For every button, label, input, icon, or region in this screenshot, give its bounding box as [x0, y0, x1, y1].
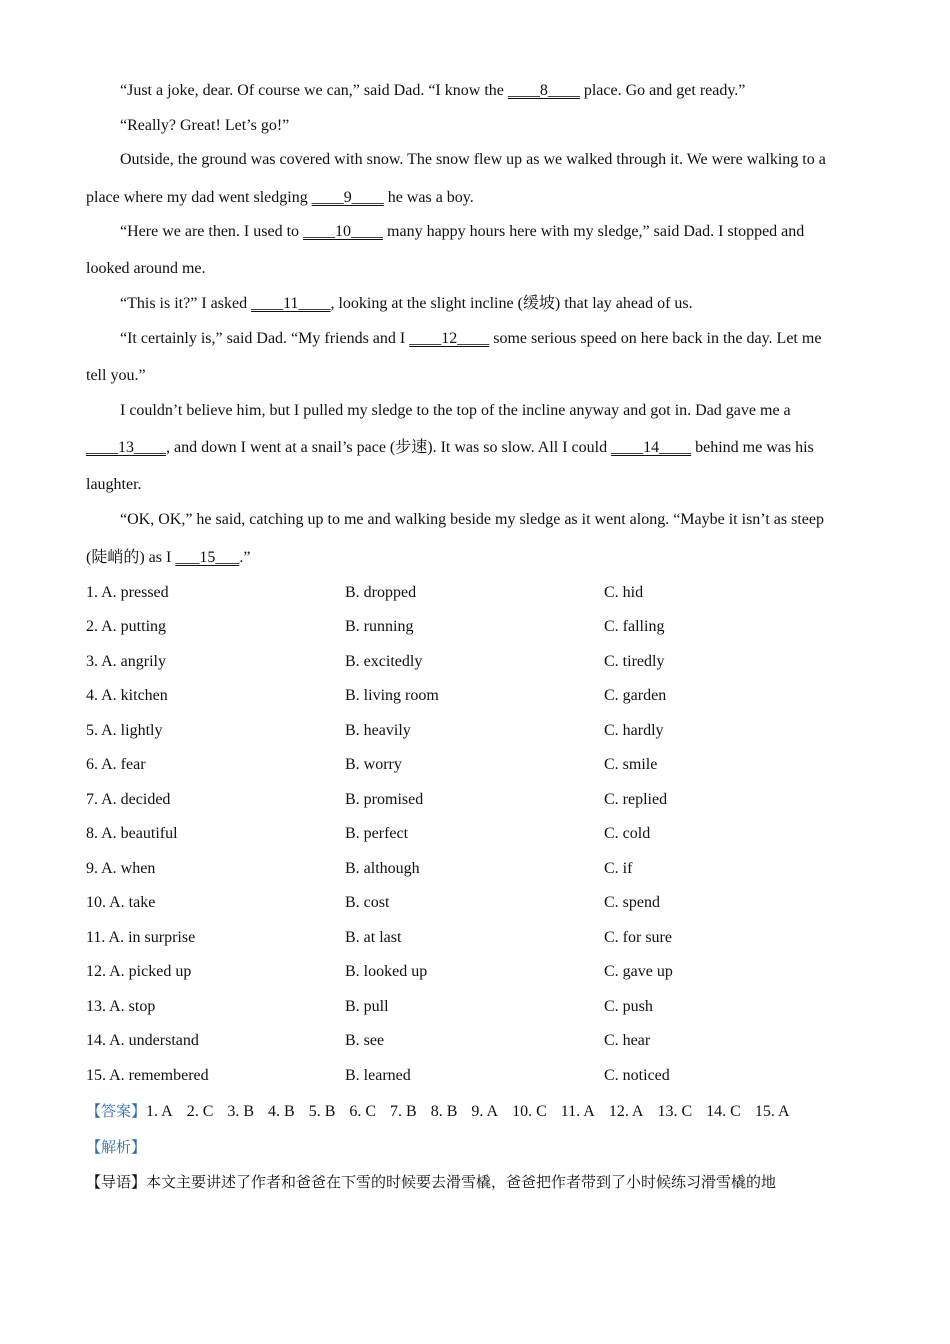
passage-paragraph-7-line-2 [86, 438, 814, 458]
passage-paragraph-6-line-1 [120, 329, 821, 349]
blank-14: ____14____ [611, 439, 692, 456]
option-6-b: B. worry [345, 756, 402, 773]
option-9-c: C. if [604, 860, 633, 877]
option-5-c: C. hardly [604, 722, 664, 739]
option-11-b: B. at last [345, 929, 402, 946]
option-8-c: C. cold [604, 825, 651, 842]
option-6-a: 6. A. fear [86, 756, 146, 773]
text-segment: he was a boy. [383, 189, 474, 206]
answer-item: 8. B [430, 1103, 458, 1120]
option-12-b: B. looked up [345, 963, 428, 980]
option-12-a: 12. A. picked up [86, 963, 192, 980]
answer-item: 5. B [308, 1103, 336, 1120]
option-10-a: 10. A. take [86, 894, 156, 911]
option-11-a: 11. A. in surprise [86, 929, 196, 946]
analysis-tag: 【解析】 [86, 1138, 147, 1156]
option-14-a: 14. A. understand [86, 1032, 199, 1049]
answer-item: 4. B [268, 1103, 295, 1120]
answer-item: 12. A [608, 1103, 644, 1120]
option-3-a: 3. A. angrily [86, 653, 166, 670]
answer-item: 14. C [706, 1103, 741, 1120]
option-3-b: B. excitedly [345, 653, 423, 670]
option-11-c: C. for sure [604, 929, 672, 946]
option-9-b: B. although [345, 860, 420, 877]
option-15-a: 15. A. remembered [86, 1067, 209, 1084]
text-segment: many happy hours here with my sledge,” said Dad. I stopped and [383, 223, 805, 240]
passage-paragraph-6-line-2: tell you.” [86, 367, 146, 384]
passage-paragraph-4-line-2: looked around me. [86, 260, 206, 277]
blank-8: ____8____ [507, 82, 580, 99]
option-2-c: C. falling [604, 618, 665, 635]
analysis-heading [86, 1137, 146, 1158]
text-segment: place. Go and get ready.” [579, 82, 746, 99]
text-segment: “It certainly is,” said Dad. “My friends and I [120, 330, 410, 347]
blank-13: ____13____ [86, 439, 166, 456]
blank-9: ____9____ [311, 189, 384, 206]
answer-item: 7. B [390, 1103, 417, 1120]
option-1-a: 1. A. pressed [86, 584, 169, 601]
option-7-b: B. promised [345, 791, 424, 808]
passage-paragraph-2: “Really? Great! Let’s go!” [120, 117, 290, 134]
answer-item: 6. C [349, 1103, 377, 1120]
option-2-b: B. running [345, 618, 414, 635]
option-6-c: C. smile [604, 756, 658, 773]
text-segment: , looking at the slight incline (缓坡) that lay ahead of us. [330, 295, 693, 312]
option-8-b: B. perfect [345, 825, 409, 842]
answer-item: 9. A [471, 1103, 499, 1120]
answer-key [86, 1101, 804, 1122]
passage-paragraph-7-line-3: laughter. [86, 476, 142, 493]
answer-item: 13. C [657, 1103, 693, 1120]
answer-item: 11. A [560, 1103, 595, 1120]
text-segment: (陡峭的) as I [86, 549, 176, 566]
option-4-b: B. living room [345, 687, 439, 704]
answer-item: 3. B [227, 1103, 255, 1120]
option-14-c: C. hear [604, 1032, 651, 1049]
blank-11: ____11____ [251, 295, 331, 312]
passage-paragraph-8-line-1: “OK, OK,” he said, catching up to me and walking beside my sledge as it went along. “Maybe it isn’t as steep [120, 511, 824, 528]
answer-item: 1. A [146, 1103, 173, 1120]
option-4-c: C. garden [604, 687, 667, 704]
option-15-b: B. learned [345, 1067, 411, 1084]
answer-items [146, 1103, 803, 1120]
option-7-a: 7. A. decided [86, 791, 171, 808]
option-13-a: 13. A. stop [86, 998, 156, 1015]
passage-paragraph-4-line-1 [120, 222, 804, 242]
text-segment: some serious speed on here back in the day. Let me [489, 330, 822, 347]
option-7-c: C. replied [604, 791, 668, 808]
option-9-a: 9. A. when [86, 860, 156, 877]
text-segment: “Just a joke, dear. Of course we can,” said Dad. “I know the [120, 82, 508, 99]
option-3-c: C. tiredly [604, 653, 665, 670]
option-5-a: 5. A. lightly [86, 722, 163, 739]
answer-item: 15. A [754, 1103, 790, 1120]
option-12-c: C. gave up [604, 963, 673, 980]
text-segment: “This is it?” I asked [120, 295, 252, 312]
option-15-c: C. noticed [604, 1067, 670, 1084]
blank-15: ___15___ [175, 549, 240, 566]
option-5-b: B. heavily [345, 722, 411, 739]
passage-paragraph-3-line-2 [86, 188, 474, 208]
option-8-a: 8. A. beautiful [86, 825, 178, 842]
answer-item: 2. C [186, 1103, 214, 1120]
option-1-c: C. hid [604, 584, 644, 601]
option-10-b: B. cost [345, 894, 390, 911]
option-13-c: C. push [604, 998, 653, 1015]
answer-item: 10. C [512, 1103, 547, 1120]
passage-paragraph-8-line-2 [86, 548, 250, 568]
option-1-b: B. dropped [345, 584, 417, 601]
answer-tag: 【答案】 [86, 1102, 147, 1120]
text-segment: place where my dad went sledging [86, 189, 312, 206]
passage-paragraph-1 [120, 81, 745, 101]
option-13-b: B. pull [345, 998, 389, 1015]
passage-paragraph-7-line-1: I couldn’t believe him, but I pulled my sledge to the top of the incline anyway and got in. Dad gave me a [120, 402, 791, 419]
option-14-b: B. see [345, 1032, 385, 1049]
text-segment: “Here we are then. I used to [120, 223, 304, 240]
option-10-c: C. spend [604, 894, 660, 911]
guide-text: 本文主要讲述了作者和爸爸在下雪的时候要去滑雪橇，爸爸把作者带到了小时候练习滑雪橇的地 [146, 1173, 777, 1191]
blank-12: ____12____ [409, 330, 490, 347]
text-segment: behind me was his [691, 439, 814, 456]
passage-paragraph-3-line-1: Outside, the ground was covered with snow. The snow flew up as we walked through it. We were walking to a [120, 151, 826, 168]
blank-10: ____10____ [303, 223, 384, 240]
guide-tag: 【导语】 [86, 1173, 147, 1191]
text-segment: , and down I went at a snail’s pace (步速). It was so slow. All I could [166, 439, 612, 456]
text-segment: .” [239, 549, 251, 566]
guide-paragraph [86, 1172, 776, 1193]
option-4-a: 4. A. kitchen [86, 687, 168, 704]
option-2-a: 2. A. putting [86, 618, 167, 635]
passage-paragraph-5 [120, 294, 693, 314]
